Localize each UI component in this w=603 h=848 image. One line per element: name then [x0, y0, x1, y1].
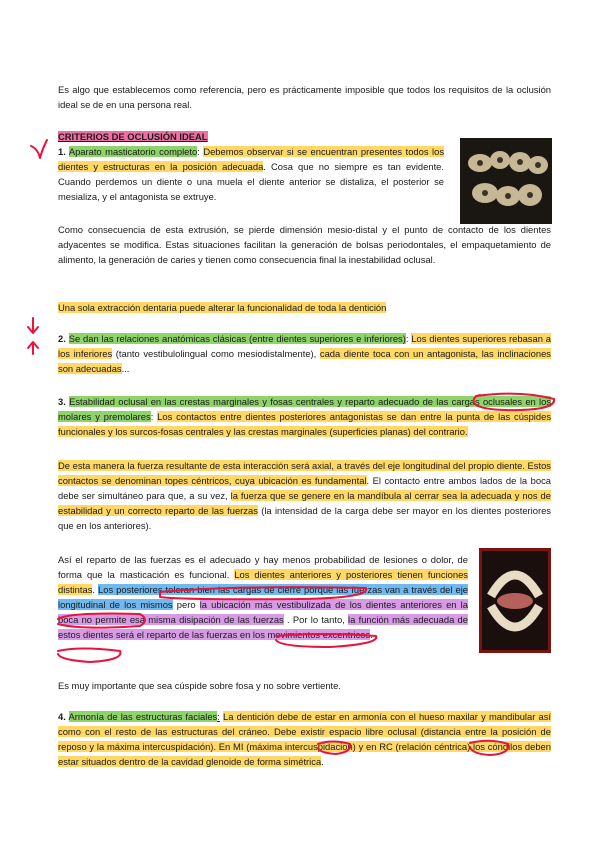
- fuerza-end: (la intensidad de la carga debe ser mayor en los dientes posteriores que en los anteriores).: [58, 505, 551, 531]
- criterion-1: [58, 144, 444, 204]
- criterion-4-colon: :: [217, 711, 220, 722]
- criterion-4-number: 4.: [58, 711, 66, 722]
- dental-arch-image-1: [460, 138, 552, 224]
- intro-paragraph: Es algo que establecemos como referencia, pero es prácticamente imposible que todos los requisitos de la oclusión ideal se de en una persona real.: [58, 84, 551, 110]
- criterion-1-highlight: Debemos observar si se encuentran presentes todos los dientes y estructuras en la posición adecuada: [58, 146, 445, 172]
- criterion-3-title-a: Estabilidad oclusal en las crestas marginales y fosas centrales y reparto adecuado de las: [69, 396, 452, 407]
- criterion-4-highlight-2: En MI (máxima intercuspidacion) y en RC (relación céntrica) los cóndilos deben estar situados dentro de la cavidad glenoide de forma simétrica: [58, 741, 551, 767]
- criterion-2-highlight-1: Los dientes superiores rebasan a los inferiores: [58, 333, 551, 359]
- reparto-highlight-excentricos: la función más adecuada de estos dientes será el reparto de las fuerzas en los movimientos excentricos: [58, 614, 468, 640]
- cuspide-paragraph: Es muy importante que sea cúspide sobre fosa y no sobre vertiente.: [58, 680, 341, 691]
- fuerza-highlight-2: la fuerza que se genere en la mandíbula al cerrar sea la adecuada y nos de estabilidad y un correcto reparto de las fuerzas: [58, 490, 551, 516]
- reparto-text-e: pero: [172, 599, 200, 610]
- reparto-text-c: .: [92, 584, 99, 595]
- criterion-4-highlight-1: La dentición debe de estar en armonía con el hueso maxilar y mandibular así como con el resto de las estructuras del cráneo. Debe existir espacio libre oclusal (distancia entre la posición de reposo y la máxima intercuspidación).: [58, 711, 552, 752]
- criterion-2-title: Se dan las relaciones anatómicas clásicas (entre dientes superiores e inferiores): [68, 333, 406, 344]
- criterion-2-ellipsis: ...: [121, 363, 130, 374]
- criterion-2-number: 2.: [58, 333, 66, 344]
- criterion-2-text: (tanto vestibulolingual como mesiodistalmente),: [112, 348, 320, 359]
- reparto-highlight-funciones: Los dientes anteriores y posteriores tienen funciones distintas: [58, 569, 468, 595]
- reparto-paragraph: [58, 552, 468, 642]
- consecuencia-paragraph: Como consecuencia de esta extrusión, se pierde dimensión mesio-distal y el punto de contacto de los dientes adyacentes se modifica. Estas situaciones facilitan la generación de bolsas periodontales, el empaquetamiento de alimento, la generación de caries y tienen como consecuencia final la inestabilidad oclusal.: [58, 224, 551, 265]
- fuerza-paragraph: [58, 458, 551, 533]
- criterion-2: [58, 331, 551, 376]
- fuerza-text: . El contacto entre ambos lados de la boca debe ser simultáneo para que, a su vez,: [58, 475, 551, 501]
- criterion-3-colon: :: [150, 411, 154, 422]
- criterion-4: [58, 709, 551, 769]
- criterion-3-title-c: en los molares y premolares: [58, 396, 552, 422]
- criterion-3: [58, 394, 551, 439]
- criterion-3-cargas-oclusales: cargas oclusales: [451, 396, 523, 407]
- reparto-highlight-posteriores: Los posteriores toleran bien las cargas de cierre porque las fuerzas van a través del eje longitudinal de los mismos: [58, 584, 468, 610]
- criterion-1-colon: :: [197, 146, 200, 157]
- checkmark-annotation: [31, 140, 47, 158]
- arrow-down-annotation: [28, 318, 38, 333]
- reparto-end: .: [370, 629, 373, 640]
- arrow-up-annotation: [28, 342, 38, 354]
- criterion-4-title: Armonía de las estructuras faciales: [68, 711, 218, 722]
- criterion-2-highlight-2: cada diente toca con un antagonista, las inclinaciones son adecuadas: [58, 348, 551, 374]
- extraccion-paragraph: [58, 300, 551, 315]
- criterion-3-highlight: Los contactos entre dientes posteriores antagonistas se dan entre la punta de las cúspides funcionales y los surcos-fosas centrales y las crestas marginales (superficies planas) del contrario.: [58, 411, 552, 437]
- criterios-heading: CRITERIOS DE OCLUSIÓN IDEAL: [58, 131, 208, 142]
- criterion-2-colon: :: [405, 333, 409, 344]
- criterion-4-end: .: [321, 756, 324, 767]
- reparto-text-g: . Por lo tanto,: [283, 614, 349, 625]
- reparto-text-a: Así el reparto de las fuerzas es el adecuado y hay menos probabilidad de lesiones o dolor, de forma que la masticación es funcional.: [58, 554, 468, 580]
- dental-arch-image-2: [479, 548, 551, 653]
- circle-excentricos: [58, 649, 120, 663]
- criterion-1-title: Aparato masticatorio completo: [68, 146, 198, 157]
- reparto-highlight-anteriores: la ubicación más vestibulizada de los dientes anteriores en la boca no permite esa misma disipación de las fuerzas: [58, 599, 468, 625]
- fuerza-highlight-1: De esta manera la fuerza resultante de esta interacción será axial, a través del eje longitudinal del propio diente. Estos contactos se denominan topes céntricos, cuya ubicación es fundamental: [58, 460, 551, 486]
- extraccion-highlight: Una sola extracción dentaria puede alterar la funcionalidad de toda la dentición: [58, 302, 387, 313]
- criterion-1-number: 1.: [58, 146, 66, 157]
- criterion-3-number: 3.: [58, 396, 66, 407]
- criterion-1-text: . Cosa que no siempre es tan evidente. Cuando perdemos un diente o una muela el diente anterior se distaliza, el posterior se mesializa, y el antagonista se extruye.: [58, 161, 444, 202]
